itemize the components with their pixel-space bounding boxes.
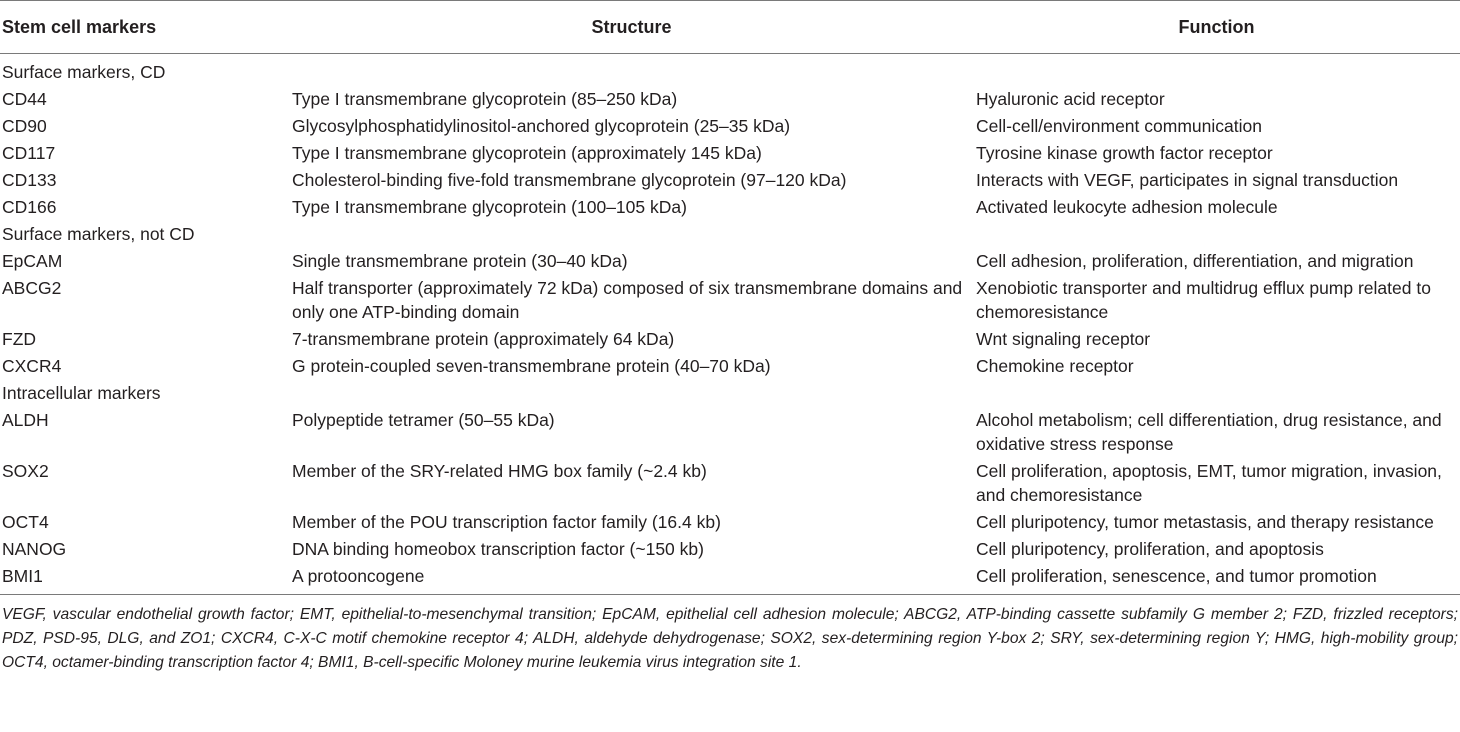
function-cell: Chemokine receptor <box>976 356 1134 376</box>
marker-cell: CD133 <box>2 170 57 190</box>
structure-cell: Half transporter (approximately 72 kDa) composed of six transmembrane domains and only one ATP-binding domain <box>292 278 963 322</box>
function-cell: Cell proliferation, apoptosis, EMT, tumor migration, invasion, and chemoresistance <box>976 461 1442 505</box>
function-cell: Xenobiotic transporter and multidrug efflux pump related to chemoresistance <box>976 278 1431 322</box>
structure-cell: A protooncogene <box>292 566 425 586</box>
structure-cell: Polypeptide tetramer (50–55 kDa) <box>292 410 555 430</box>
table-footnote: VEGF, vascular endothelial growth factor; EMT, epithelial-to-mesenchymal transition; EpCAM, epithelial cell adhesion molecule; ABCG2, ATP-binding cassette subfamily G member 2; FZD, frizzled receptors; PDZ, PSD-95, DLG, and ZO1; CXCR4, C-X-C motif chemokine receptor 4; ALDH, aldehyde dehydrogenase; SOX2, sex-determining region Y-box 2; SRY, sex-determining region Y; HMG, high-mobility group; OCT4, octamer-binding transcription factor 4; BMI1, B-cell-specific Moloney murine leukemia virus integration site 1. <box>2 606 1458 671</box>
section-heading-row <box>0 379 1460 406</box>
function-cell: Cell proliferation, senescence, and tumor promotion <box>976 566 1377 586</box>
section-heading-row <box>0 54 1460 86</box>
function-cell: Cell adhesion, proliferation, differentiation, and migration <box>976 251 1414 271</box>
marker-cell: CD117 <box>2 143 56 163</box>
table-row <box>0 112 1460 139</box>
function-cell: Tyrosine kinase growth factor receptor <box>976 143 1273 163</box>
header-function: Function <box>973 1 1460 54</box>
table-row <box>0 325 1460 352</box>
function-cell: Cell pluripotency, tumor metastasis, and therapy resistance <box>976 512 1434 532</box>
marker-cell: SOX2 <box>2 461 49 481</box>
marker-cell: BMI1 <box>2 566 43 586</box>
header-structure: Structure <box>290 1 973 54</box>
table-row <box>0 562 1460 595</box>
table-body <box>0 54 1460 595</box>
table-row <box>0 352 1460 379</box>
section-heading-row <box>0 220 1460 247</box>
marker-cell: NANOG <box>2 539 67 559</box>
header-marker: Stem cell markers <box>0 1 290 54</box>
table-row <box>0 85 1460 112</box>
structure-cell: Member of the POU transcription factor family (16.4 kb) <box>292 512 721 532</box>
function-cell: Cell-cell/environment communication <box>976 116 1262 136</box>
table-row <box>0 139 1460 166</box>
table-row <box>0 457 1460 508</box>
structure-cell: Type I transmembrane glycoprotein (approximately 145 kDa) <box>292 143 762 163</box>
function-cell: Alcohol metabolism; cell differentiation, drug resistance, and oxidative stress response <box>976 410 1442 454</box>
table-row <box>0 535 1460 562</box>
function-cell: Interacts with VEGF, participates in signal transduction <box>976 170 1399 190</box>
function-cell: Activated leukocyte adhesion molecule <box>976 197 1278 217</box>
table-row <box>0 247 1460 274</box>
marker-cell: CD90 <box>2 116 47 136</box>
function-cell: Hyaluronic acid receptor <box>976 89 1165 109</box>
section-title: Surface markers, CD <box>2 62 166 82</box>
structure-cell: Member of the SRY-related HMG box family (~2.4 kb) <box>292 461 707 481</box>
header-row <box>0 1 1460 54</box>
marker-cell: EpCAM <box>2 251 63 271</box>
marker-cell: CD44 <box>2 89 47 109</box>
structure-cell: Type I transmembrane glycoprotein (85–250 kDa) <box>292 89 678 109</box>
table-header <box>0 1 1460 54</box>
structure-cell: 7-transmembrane protein (approximately 64 kDa) <box>292 329 675 349</box>
structure-cell: G protein-coupled seven-transmembrane protein (40–70 kDa) <box>292 356 771 376</box>
table-row <box>0 406 1460 457</box>
function-cell: Cell pluripotency, proliferation, and apoptosis <box>976 539 1324 559</box>
structure-cell: Type I transmembrane glycoprotein (100–105 kDa) <box>292 197 687 217</box>
structure-cell: Cholesterol-binding five-fold transmembrane glycoprotein (97–120 kDa) <box>292 170 847 190</box>
table-row <box>0 166 1460 193</box>
table-row <box>0 508 1460 535</box>
table-row <box>0 274 1460 325</box>
section-title: Surface markers, not CD <box>2 224 195 244</box>
structure-cell: Single transmembrane protein (30–40 kDa) <box>292 251 628 271</box>
section-title: Intracellular markers <box>2 383 161 403</box>
marker-cell: ABCG2 <box>2 278 62 298</box>
marker-cell: CD166 <box>2 197 57 217</box>
marker-cell: FZD <box>2 329 37 349</box>
function-cell: Wnt signaling receptor <box>976 329 1151 349</box>
structure-cell: Glycosylphosphatidylinositol-anchored glycoprotein (25–35 kDa) <box>292 116 791 136</box>
marker-cell: OCT4 <box>2 512 49 532</box>
marker-cell: ALDH <box>2 410 49 430</box>
marker-cell: CXCR4 <box>2 356 62 376</box>
table-row <box>0 193 1460 220</box>
structure-cell: DNA binding homeobox transcription factor (~150 kb) <box>292 539 704 559</box>
